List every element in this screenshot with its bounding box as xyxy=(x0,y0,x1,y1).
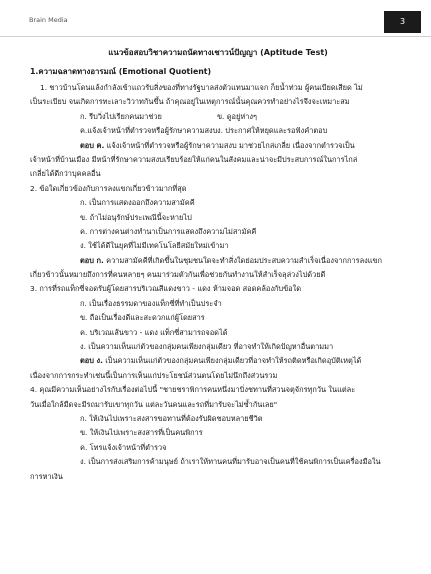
question-4-line-2: วันเมื่อใกล้มืดจะมีรถมารับเขาทุกวัน แต่ละวันคนและรถที่มารับจะไม่ซ้ำกันเลย" xyxy=(30,399,278,409)
brand-name: Brain Media xyxy=(29,16,68,24)
question-2-answer-line-2: เกี่ยวข้าวนั้นหมายถึงการที่คนหลายๆ คนมาร่วมตัวกันเพื่อช่วยกันทำงานให้สำเร็จลุล่วงไปด้วยดี xyxy=(30,270,326,280)
question-4-option-d-cont: การหาเงิน xyxy=(30,471,63,481)
question-2-option-c: ค. การต่างคนต่างทำนาเป็นการแสดงถึงความไม่สามัคคี xyxy=(80,226,257,236)
answer-text: แจ้งเจ้าหน้าที่ตำรวจหรือผู้รักษาความสงบ มาช่วยไกล่เกลี่ย เนื่องจากตำรวจเป็น xyxy=(104,140,355,150)
option-b: ข. ดูอยู่ห่างๆ xyxy=(217,111,257,121)
question-2-answer xyxy=(30,254,406,268)
question-3-option-c: ค. บริเวณเส้นขาว - แดง แท็กซี่สามารถจอดได้ xyxy=(80,327,228,337)
page-number-box: 3 xyxy=(384,11,421,33)
question-1-answer xyxy=(30,139,406,153)
option-d: ง. ประกาศให้หยุดและรอฟังคำตอบ xyxy=(217,126,328,136)
document-title: แนวข้อสอบวิชาความถนัดทางเชาวน์ปัญญา (Aptitude Test) xyxy=(108,48,328,57)
question-4-option-b: ข. ให้เงินไปเพราะสงสารที่เป็นคนพิการ xyxy=(80,428,203,438)
option-c: ค.แจ้งเจ้าหน้าที่ตำรวจหรือผู้รักษาความสงบ xyxy=(80,126,218,136)
question-3-answer-line-2: เนื่องจากการกระทำเช่นนี้เป็นการเห็นแก่ประโยชน์ส่วนตนโดยไม่นึกถึงส่วนรวม xyxy=(30,370,278,380)
page-header xyxy=(0,0,431,37)
question-3-option-d: ง. เป็นความเห็นแก่ตัวของกลุ่มคนเพียงกลุ่มเดียว ที่อาจทำให้เกิดปัญหาอื่นตามมา xyxy=(80,342,334,352)
question-1-answer-line-3: เกลี่ยได้ดีกว่าบุคคลอื่น xyxy=(30,169,101,179)
question-3-answer xyxy=(30,354,406,368)
answer-label: ตอบ ค. xyxy=(80,140,105,150)
document-body xyxy=(30,46,406,484)
question-1-options-row-2 xyxy=(30,124,406,138)
answer-label: ตอบ ก. xyxy=(80,255,104,265)
question-4-line-1: 4. คุณมีความเห็นอย่างไรกับเรื่องต่อไปนี้ "ชายชราพิการคนหนึ่งมาบิ่งชทานที่สวนจตุจักรทุกวัน ในแต่ละ xyxy=(30,385,356,395)
question-2: 2. ข้อใดเกี่ยวข้องกับการลงแขกเกี่ยวข้าวมากที่สุด xyxy=(30,183,187,193)
question-4-option-c: ค. โทรแจ้งเจ้าหน้าที่ตำรวจ xyxy=(80,442,167,452)
question-4-option-a: ก. ให้เงินไปเพราะสงสารขอทานที่ต้องรับผิดชอบหลายชีวิต xyxy=(80,413,263,423)
answer-text: เป็นความเห็นแก่ตัวของกลุ่มคนเพียงกลุ่มเดียวที่อาจทำให้รถติดหรือเกิดอุบัติเหตุได้ xyxy=(102,356,362,366)
question-3-option-a: ก. เป็นเรื่องธรรมดาของแท็กซี่ที่ทำเป็นประจำ xyxy=(80,298,222,308)
question-1-options-row-1 xyxy=(30,110,406,124)
option-a: ก. รีบวิ่งไปเรียกคนมาช่วย xyxy=(80,111,162,121)
answer-label: ตอบ ง. xyxy=(80,356,103,366)
question-1-line-2: เป็นระเบียบ จนเกิดการทะเลาะวิวาทกันขึ้น ถ้าคุณอยู่ในเหตุการณ์นั้นคุณควรทำอย่างไรจึงจะเหมาะสม xyxy=(30,97,350,107)
question-2-option-a: ก. เป็นการแสดงออกถึงความสามัคคี xyxy=(80,198,195,208)
question-4-option-d: ง. เป็นการส่งเสริมการค้ามนุษย์ ถ้าเราให้ทานคนที่มารับอาจเป็นคนที่ใช้คนพิการเป็นเครื่องมือใน xyxy=(80,457,381,467)
question-2-option-b: ข. ถ้าไม่อนุรักษ์ประเพณีนี้จะหายไป xyxy=(80,212,192,222)
question-3-option-b: ข. ถือเป็นเรื่องดีและสะดวกแก่ผู้โดยสาร xyxy=(80,313,205,323)
question-1-line-1: 1. ชาวบ้านโดนแล้งกำลังเข้าแถวรับสิ่งของที่ทางรัฐบาลส่งตัวแทนมาแจก ก็ยน้ำท่วม ผู้คนเบียดเสียด ไม่ xyxy=(40,83,363,92)
question-3: 3. การที่รถแท็กซี่จอดรับผู้โดยสารบริเวณสีแดงขาว - แดง ห้ามจอด สอดคล้องกับข้อใด xyxy=(30,284,301,294)
question-1-answer-line-2: เจ้าหน้าที่บ้านเมือง มีหน้าที่รักษาความสงบเรียบร้อยให้แก่คนในสังคมและน่าจะมีประสบการณ์ในการไกล่ xyxy=(30,154,358,164)
question-2-option-d: ง. ใช้ได้ดีในยุคที่ไม่มีเทคโนโลยีสมัยใหม่เข้ามา xyxy=(80,241,229,251)
answer-text: ความสามัคคีที่เกิดขึ้นในชุมชนใดจะทำสิ่งใดย่อมประสบความสำเร็จเนื่องจากการลงแขก xyxy=(103,255,383,265)
section-heading: 1.ความฉลาดทางอารมณ์ (Emotional Quotient) xyxy=(30,67,212,76)
